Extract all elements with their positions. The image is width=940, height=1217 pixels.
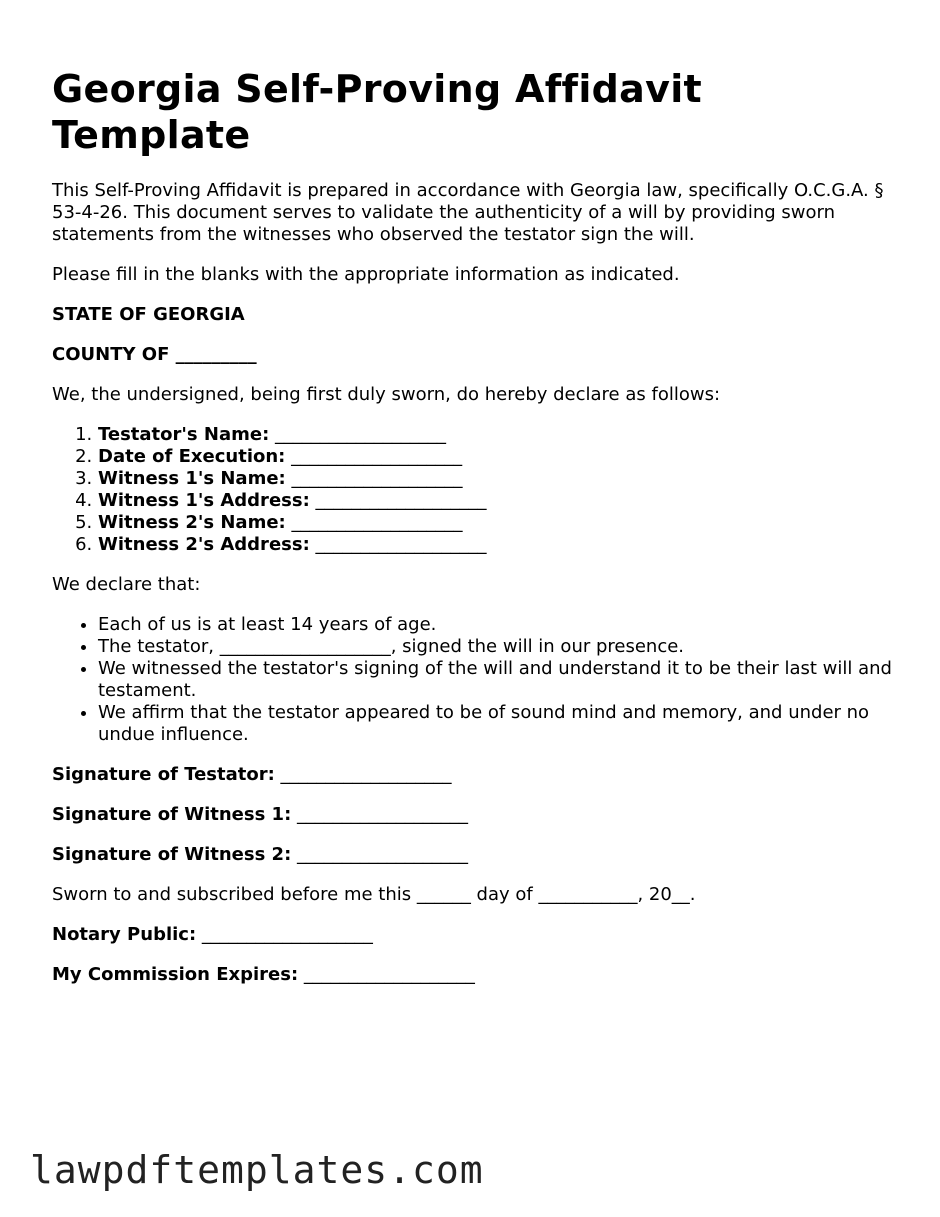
- notary-line: Notary Public: ___________________: [52, 924, 373, 945]
- affiant-fields-list: [52, 424, 902, 556]
- intro-paragraph: This Self-Proving Affidavit is prepared in accordance with Georgia law, specifically O.C.G.A. § 53-4-26. This document serves to validate the authenticity of a will by providing sworn statements from the witnesses who observed the testator sign the will.: [52, 180, 884, 245]
- blank-line: ___________________: [269, 424, 447, 445]
- statement-item: • Each of us is at least 14 years of age.: [98, 614, 902, 636]
- field-item-witness2-name: 5. Witness 2's Name: ___________________: [98, 512, 902, 534]
- blank-line: ___________________: [309, 534, 487, 555]
- blank-line: ___________________: [291, 844, 469, 865]
- signature-witness2: Signature of Witness 2: ___________________: [52, 844, 469, 865]
- declaration-text: We, the undersigned, being first duly sworn, do hereby declare as follows:: [52, 384, 721, 405]
- blank-line: ___________________: [196, 924, 373, 945]
- blank-line: ___________________: [285, 446, 463, 467]
- document-page: [52, 66, 902, 986]
- blank-line: ___________________: [285, 512, 463, 533]
- field-item-witness1-address: 4. Witness 1's Address: ___________________: [98, 490, 902, 512]
- field-item-witness1-name: 3. Witness 1's Name: ___________________: [98, 468, 902, 490]
- blank-line: ___________________: [274, 764, 452, 785]
- signature-testator: Signature of Testator: ___________________: [52, 764, 452, 785]
- statement-item: • The testator, ___________________, signed the will in our presence.: [98, 636, 902, 658]
- statement-item: • We affirm that the testator appeared to be of sound mind and memory, and under no undue influence.: [98, 702, 902, 746]
- blank-line: ___________________: [285, 468, 463, 489]
- field-item-testator-name: 1. Testator's Name: ___________________: [98, 424, 902, 446]
- blank-line: ___________________: [291, 804, 469, 825]
- county-heading: COUNTY OF _________: [52, 344, 257, 365]
- statement-item: • We witnessed the testator's signing of the will and understand it to be their last will and testament.: [98, 658, 902, 702]
- declaration-statements-list: [52, 614, 902, 746]
- field-item-witness2-address: 6. Witness 2's Address: ___________________: [98, 534, 902, 556]
- signature-witness1: Signature of Witness 1: ___________________: [52, 804, 469, 825]
- page-title: Georgia Self-Proving Affidavit Template: [52, 67, 702, 157]
- instruction-text: Please fill in the blanks with the appropriate information as indicated.: [52, 264, 680, 285]
- blank-line: ___________________: [298, 964, 475, 985]
- commission-line: My Commission Expires: ___________________: [52, 964, 475, 985]
- sworn-statement: Sworn to and subscribed before me this ______ day of ___________, 20__.: [52, 884, 696, 905]
- field-item-execution-date: 2. Date of Execution: ___________________: [98, 446, 902, 468]
- blank-line: ___________________: [309, 490, 487, 511]
- declare-heading: We declare that:: [52, 574, 201, 595]
- state-heading: STATE OF GEORGIA: [52, 304, 245, 325]
- footer-watermark: lawpdftemplates.com: [30, 1148, 484, 1192]
